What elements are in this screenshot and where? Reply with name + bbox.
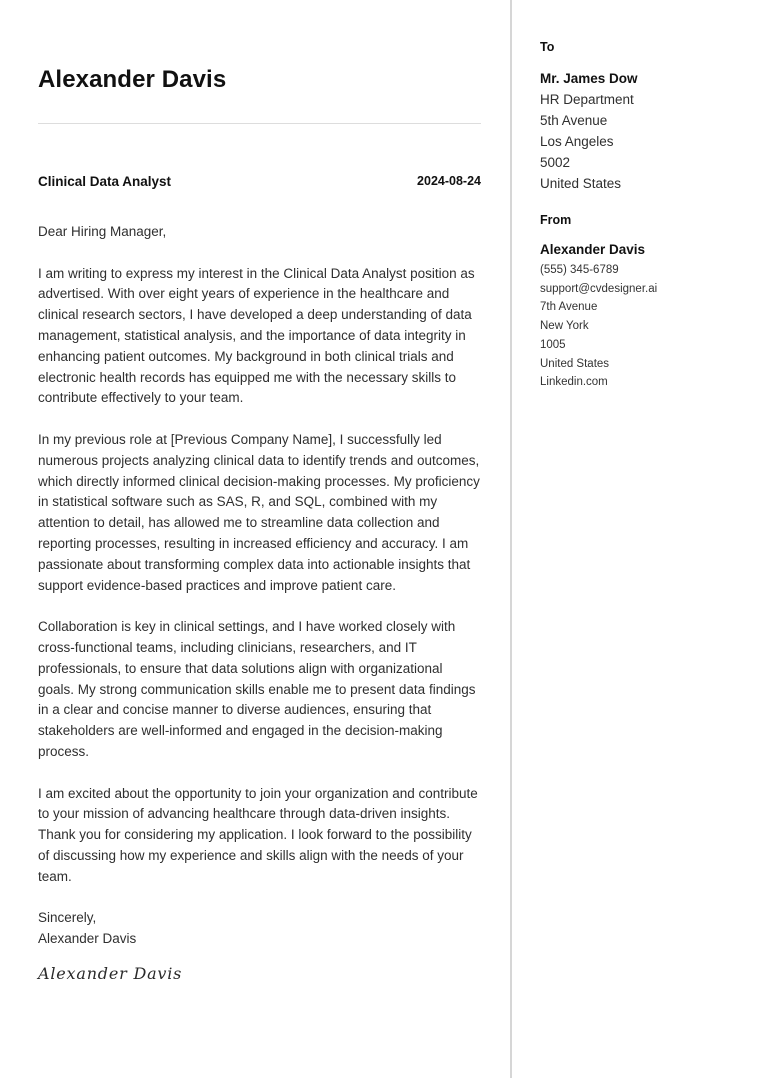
- recipient-zip: 5002: [540, 155, 571, 170]
- closing-name: Alexander Davis: [38, 931, 137, 947]
- applicant-name: Alexander Davis: [38, 66, 227, 93]
- sender-block: [540, 241, 657, 392]
- to-label: To: [540, 40, 555, 54]
- paragraph-3: Collaboration is key in clinical settings, and I have worked closely with cross-functional teams, including clinicians, researchers, and IT professionals, to ensure that data solutions align with organizational goals. My strong communication skills enable me to present data findings in a clear and concise manner to diverse audiences, ensuring that stakeholders are well-informed and engaged in the decision-making process.: [38, 619, 476, 759]
- letter-body: [38, 222, 481, 985]
- paragraph-2: In my previous role at [Previous Company Name], I successfully led numerous projects analyzing clinical data to identify trends and outcomes, which directly informed clinical decision-making processes. My proficiency in statistical software such as SAS, R, and SQL, combined with my attention to detail, has allowed me to streamline data collection and reporting processes, resulting in increased efficiency and accuracy. I am passionate about transforming complex data into actionable insights that support evidence-based practices and improve patient care.: [38, 431, 480, 593]
- sidebar-divider: [510, 0, 512, 1078]
- sender-name: Alexander Davis: [540, 242, 646, 257]
- recipient-name: Mr. James Dow: [540, 71, 638, 86]
- sender-country: United States: [540, 357, 610, 370]
- letter-date: 2024-08-24: [417, 174, 481, 188]
- sender-phone: (555) 345-6789: [540, 264, 619, 276]
- sender-street: 7th Avenue: [540, 301, 598, 314]
- job-title: Clinical Data Analyst: [38, 174, 172, 189]
- sender-email: support@cvdesigner.ai: [540, 282, 658, 295]
- from-label: From: [540, 213, 572, 227]
- recipient-city: Los Angeles: [540, 134, 614, 149]
- sender-city: New York: [540, 320, 589, 333]
- recipient-country: United States: [540, 176, 622, 191]
- recipient-block: [540, 68, 638, 194]
- paragraph-4: I am excited about the opportunity to join your organization and contribute to your mission of advancing healthcare through data-driven insights. Thank you for considering my application. I look forward to the possibility of discussing how my experience and skills align with the needs of your team.: [38, 785, 478, 884]
- handwritten-signature: Alexander Davis: [38, 963, 183, 983]
- job-title-row: [38, 174, 481, 192]
- paragraph-1: I am writing to express my interest in the Clinical Data Analyst position as advertised. With over eight years of experience in the healthcare and clinical research sectors, I have developed a deep understanding of data management, statistical analysis, and the importance of data integrity in enhancing patient outcomes. My background in both clinical trials and electronic health records has equipped me with the necessary skills to contribute effectively to your team.: [38, 265, 475, 406]
- closing-block: [38, 908, 481, 950]
- closing-text: Sincerely,: [38, 910, 97, 926]
- recipient-department: HR Department: [540, 92, 634, 107]
- header-divider: [38, 123, 481, 124]
- salutation: Dear Hiring Manager,: [38, 224, 167, 239]
- sender-website: Linkedin.com: [540, 376, 608, 389]
- recipient-street: 5th Avenue: [540, 113, 608, 128]
- sender-zip: 1005: [540, 338, 566, 351]
